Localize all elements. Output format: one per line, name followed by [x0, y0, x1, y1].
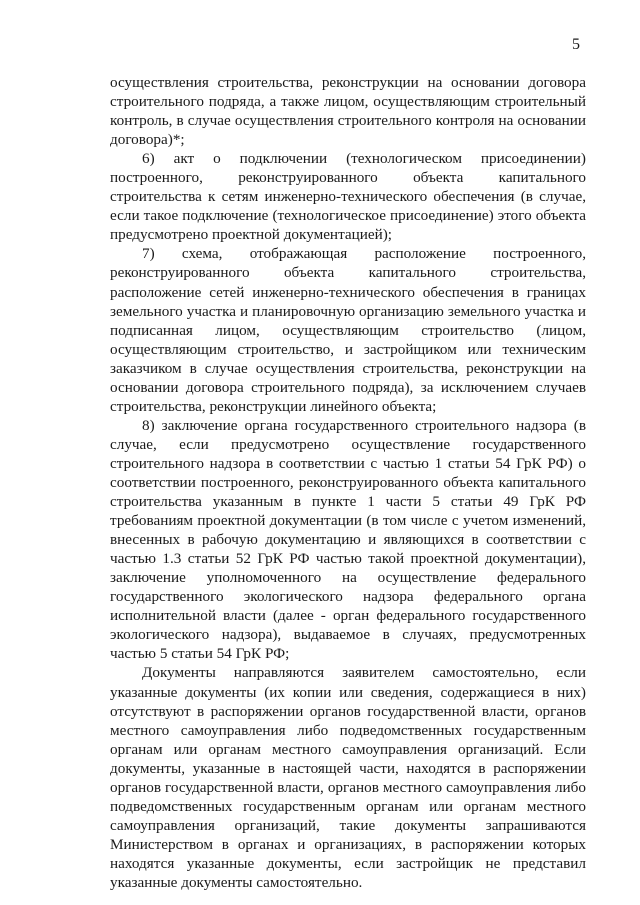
paragraph-documents-note: Документы направляются заявителем самостоятельно, если указанные документы (их копии или сведения, содержащиеся в них) отсутствуют в распоряжении органов государственной власти, органов местного самоуправления либо подведомственных государственным органам или органам местного самоуправления организаций. Если документы, указанные в настоящей части, находятся в распоряжении органов государственной власти, органов местного самоуправления либо подведомственных государственным органам или органам местного самоуправления организаций, такие документы запрашиваются Министерством в органах и организациях, в распоряжении которых находятся указанные документы, если застройщик не представил указанные документы самостоятельно. [110, 664, 586, 891]
paragraph-item-8: 8) заключение органа государственного строительного надзора (в случае, если предусмотрено осуществление государственного строительного надзора в соответствии с частью 1 статьи 54 ГрК РФ) о соответствии построенного, реконструированного объекта капитального строительства указанным в пункте 1 части 5 статьи 49 ГрК РФ требованиям проектной документации (в том числе с учетом изменений, внесенных в рабочую документацию и являющихся в соответствии с частью 1.3 статьи 52 ГрК РФ частью такой проектной документации), заключение уполномоченного на осуществление федерального государственного экологического надзора федерального органа исполнительной власти (далее - орган федерального государственного экологического надзора), выдаваемое в случаях, предусмотренных частью 5 статьи 54 ГрК РФ; [110, 416, 586, 663]
paragraph-continuation: осуществления строительства, реконструкции на основании договора строительного подряда, а также лицом, осуществляющим строительный контроль, в случае осуществления строительного контроля на основании договора)*; [110, 74, 586, 149]
paragraph-item-7: 7) схема, отображающая расположение построенного, реконструированного объекта капитального строительства, расположение сетей инженерно-технического обеспечения в границах земельного участка и планировочную организацию земельного участка и подписанная лицом, осуществляющим строительство (лицом, осуществляющим строительство, и застройщиком или техническим заказчиком в случае осуществления строительства, реконструкции на основании договора строительного подряда), за исключением случаев строительства, реконструкции линейного объекта; [110, 245, 586, 415]
paragraph-item-6: 6) акт о подключении (технологическом присоединении) построенного, реконструированного объекта капитального строительства к сетям инженерно-технического обеспечения (в случае, если такое подключение (технологическое присоединение) этого объекта предусмотрено проектной документацией); [110, 150, 586, 244]
page-number: 5 [572, 36, 580, 53]
document-body [110, 73, 586, 892]
